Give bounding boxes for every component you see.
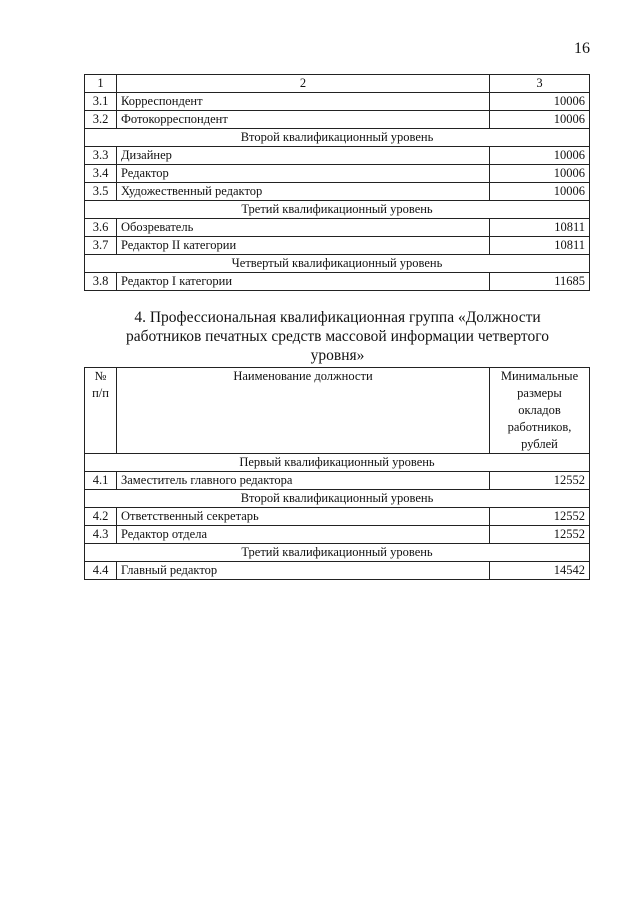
qualification-level-label: Первый квалификационный уровень: [85, 454, 590, 472]
section-heading: 4. Профессиональная квалификационная группа «Должности работников печатных средств массовой информации четвертого уровня»: [126, 309, 549, 364]
position-number: 3.3: [85, 147, 117, 165]
qualification-level-row: [85, 544, 590, 562]
table-header-row: [85, 368, 590, 454]
salary-value: 14542: [490, 562, 590, 580]
position-number: 4.2: [85, 508, 117, 526]
table-row: [85, 508, 590, 526]
position-number: 3.7: [85, 237, 117, 255]
table-row: [85, 183, 590, 201]
salary-value: 12552: [490, 472, 590, 490]
table-row: [85, 219, 590, 237]
position-number: 3.4: [85, 165, 117, 183]
salary-value: 12552: [490, 526, 590, 544]
qualification-level-label: Третий квалификационный уровень: [85, 544, 590, 562]
salary-value: 10811: [490, 219, 590, 237]
table-row: [85, 562, 590, 580]
salary-value: 11685: [490, 273, 590, 291]
qualification-level-label: Второй квалификационный уровень: [85, 129, 590, 147]
position-number: 3.1: [85, 93, 117, 111]
position-number: 3.6: [85, 219, 117, 237]
table-row: [85, 237, 590, 255]
column-header-value: Минимальные размеры окладов работников, рублей: [490, 368, 590, 454]
column-header-number: № п/п: [85, 368, 117, 454]
table-row: [85, 111, 590, 129]
position-number: 4.3: [85, 526, 117, 544]
table-header-row: [85, 75, 590, 93]
table-row: [85, 147, 590, 165]
position-number: 3.8: [85, 273, 117, 291]
salary-value: 10006: [490, 183, 590, 201]
position-name: Главный редактор: [117, 562, 490, 580]
position-name: Художественный редактор: [117, 183, 490, 201]
position-name: Обозреватель: [117, 219, 490, 237]
qualification-level-row: [85, 129, 590, 147]
position-name: Редактор отдела: [117, 526, 490, 544]
qualification-level-row: [85, 490, 590, 508]
table-row: [85, 526, 590, 544]
position-number: 3.2: [85, 111, 117, 129]
table-row: [85, 472, 590, 490]
position-name: Ответственный секретарь: [117, 508, 490, 526]
page-number: 16: [574, 40, 590, 57]
position-name: Редактор: [117, 165, 490, 183]
column-header-number: 1: [85, 75, 117, 93]
qualification-level-label: Четвертый квалификационный уровень: [85, 255, 590, 273]
qualification-level-row: [85, 454, 590, 472]
salary-value: 10006: [490, 165, 590, 183]
position-name: Заместитель главного редактора: [117, 472, 490, 490]
qualification-level-row: [85, 255, 590, 273]
salary-table-group-4: [84, 367, 590, 580]
position-name: Редактор II категории: [117, 237, 490, 255]
position-name: Фотокорреспондент: [117, 111, 490, 129]
table-row: [85, 273, 590, 291]
position-number: 3.5: [85, 183, 117, 201]
position-name: Дизайнер: [117, 147, 490, 165]
salary-value: 10006: [490, 93, 590, 111]
qualification-level-label: Второй квалификационный уровень: [85, 490, 590, 508]
qualification-level-row: [85, 201, 590, 219]
salary-table-group-3: [84, 74, 590, 291]
table-row: [85, 165, 590, 183]
column-header-name: Наименование должности: [117, 368, 490, 454]
column-header-value: 3: [490, 75, 590, 93]
position-number: 4.4: [85, 562, 117, 580]
position-name: Корреспондент: [117, 93, 490, 111]
qualification-level-label: Третий квалификационный уровень: [85, 201, 590, 219]
salary-value: 10006: [490, 111, 590, 129]
table-row: [85, 93, 590, 111]
salary-value: 10006: [490, 147, 590, 165]
salary-value: 12552: [490, 508, 590, 526]
position-name: Редактор I категории: [117, 273, 490, 291]
position-number: 4.1: [85, 472, 117, 490]
salary-value: 10811: [490, 237, 590, 255]
column-header-name: 2: [117, 75, 490, 93]
